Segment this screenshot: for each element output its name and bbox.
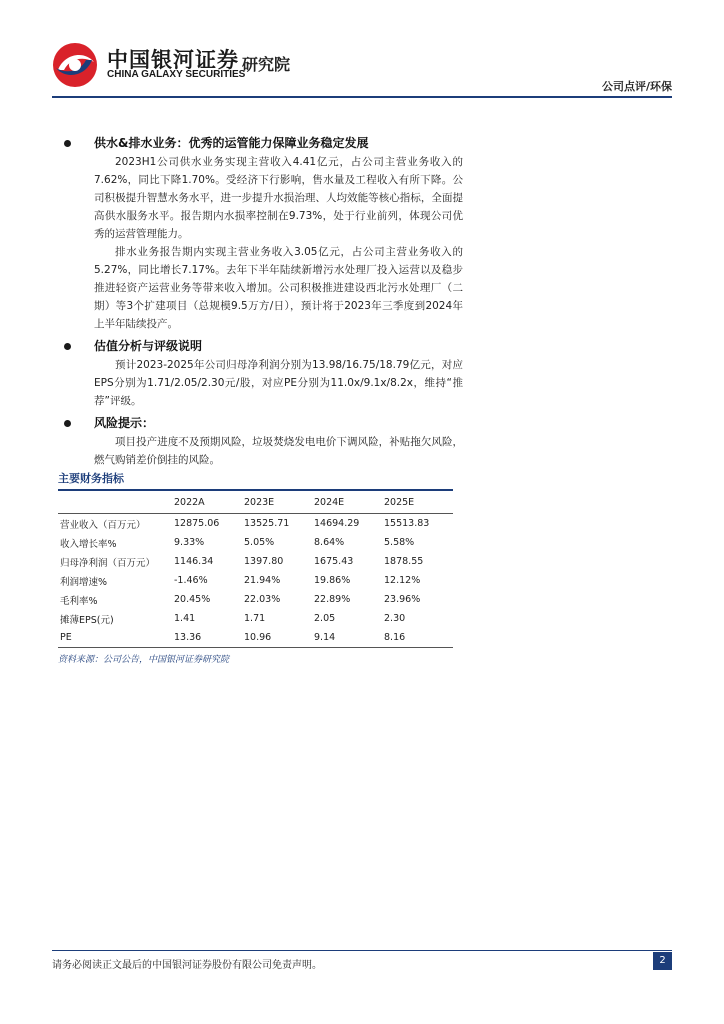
bullet-icon	[64, 140, 71, 147]
row-label: 归母净利润（百万元）	[60, 557, 156, 569]
row-label: 营业收入（百万元）	[60, 519, 146, 531]
table-cell: 19.86%	[314, 575, 351, 586]
paragraph: 排水业务报告期内实现主营业务收入3.05亿元，占公司主营业务收入的5.27%，同比增长7.17%。去年下半年陆续新增污水处理厂投入运营以及稳步推进轻资产运营业务等带来收入增加。公司积极推进建设西北污水处理厂（二期）等3个扩建项目（总规模9.5万方/日），预计将于2023年三季度到2024年上半年陆续投产。	[94, 246, 463, 330]
table-cell: 12875.06	[174, 518, 220, 529]
brand-subtitle: 研究院	[242, 55, 291, 74]
table-row	[58, 571, 453, 590]
paragraph: 预计2023-2025年公司归母净利润分别为13.98/16.75/18.79亿元，对应EPS分别为1.71/2.05/2.30元/股，对应PE分别为11.0x/9.1x/8.2x，维持“推荐”评级。	[94, 359, 463, 407]
brand-name-cn: 中国银河证券	[107, 48, 239, 72]
paragraph: 项目投产进度不及预期风险，垃圾焚烧发电电价下调风险，补贴拖欠风险，燃气购销差价倒挂的风险。	[94, 436, 463, 466]
table-row	[58, 609, 453, 628]
table-cell: 14694.29	[314, 518, 360, 529]
section-heading-text: 供水&排水业务：优秀的运管能力保障业务稳定发展	[94, 136, 369, 150]
bullet-icon	[64, 420, 71, 427]
table-cell: 1397.80	[244, 556, 284, 567]
section-heading	[58, 414, 463, 433]
table-cell: 15513.83	[384, 518, 430, 529]
table-cell: 8.64%	[314, 537, 345, 548]
column-header: 2023E	[243, 491, 313, 514]
galaxy-logo-icon	[50, 40, 100, 90]
row-label: 利润增速%	[60, 576, 108, 588]
table-cell: 5.58%	[384, 537, 415, 548]
table-cell: 23.96%	[384, 594, 421, 605]
column-header: 2024E	[313, 491, 383, 514]
table-cell: 9.14	[313, 628, 383, 648]
table-row	[58, 628, 453, 648]
table-cell: 22.03%	[244, 594, 281, 605]
section-risks	[58, 414, 463, 469]
section-valuation	[58, 337, 463, 410]
table-header-row	[58, 491, 453, 514]
report-header	[0, 0, 724, 96]
table-cell: 2.05	[314, 613, 336, 624]
table-cell: 1.71	[244, 613, 266, 624]
table-source-note: 资料来源：公司公告，中国银河证券研究院	[58, 655, 230, 665]
row-label: 毛利率%	[60, 595, 98, 607]
table-row	[58, 514, 453, 534]
table-cell: -1.46%	[174, 575, 208, 586]
section-heading-text: 估值分析与评级说明	[94, 339, 203, 353]
report-body	[58, 134, 463, 473]
financial-table-block	[58, 470, 453, 665]
table-cell: 1878.55	[384, 556, 424, 567]
section-heading	[58, 134, 463, 153]
brand-name-en: CHINA GALAXY SECURITIES	[107, 69, 246, 80]
table-cell: 21.94%	[244, 575, 281, 586]
footer-divider	[52, 950, 672, 951]
table-cell: 10.96	[243, 628, 313, 648]
table-cell: 1146.34	[174, 556, 214, 567]
row-label: 收入增长率%	[60, 538, 117, 550]
table-cell: 2.30	[384, 613, 406, 624]
table-cell: 12.12%	[384, 575, 421, 586]
column-header: 2022A	[173, 491, 243, 514]
table-row	[58, 590, 453, 609]
table-row	[58, 533, 453, 552]
table-cell: 1.41	[174, 613, 196, 624]
bullet-icon	[64, 343, 71, 350]
section-heading-text: 风险提示：	[94, 416, 155, 430]
column-header	[58, 491, 173, 514]
section-water-business	[58, 134, 463, 333]
table-cell: 22.89%	[314, 594, 351, 605]
table-cell: 5.05%	[244, 537, 275, 548]
page-number: 2	[653, 952, 672, 970]
footer-disclaimer: 请务必阅读正文最后的中国银河证券股份有限公司免责声明。	[52, 960, 322, 971]
header-divider	[52, 96, 672, 98]
table-cell: 13525.71	[244, 518, 290, 529]
column-header: 2025E	[383, 491, 453, 514]
table-row	[58, 552, 453, 571]
financial-indicators-table	[58, 491, 453, 648]
table-cell: 9.33%	[174, 537, 205, 548]
table-cell: 8.16	[383, 628, 453, 648]
paragraph: 2023H1公司供水业务实现主营收入4.41亿元，占公司主营业务收入的7.62%，同比下降1.70%。受经济下行影响，售水量及工程收入有所下降。公司积极提升智慧水务水平，进一步提升水损治理、人均效能等核心指标，全面提高供水服务水平。报告期内水损率控制在9.73%，处于行业前列，体现公司优秀的运营管理能力。	[94, 156, 463, 240]
table-cell: 20.45%	[174, 594, 211, 605]
table-cell: 1675.43	[314, 556, 354, 567]
section-heading	[58, 337, 463, 356]
row-label: PE	[58, 628, 173, 648]
row-label: 摊薄EPS(元)	[60, 614, 114, 626]
table-cell: 13.36	[173, 628, 243, 648]
table-title: 主要财务指标	[58, 470, 453, 491]
document-category: 公司点评/环保	[601, 80, 672, 93]
